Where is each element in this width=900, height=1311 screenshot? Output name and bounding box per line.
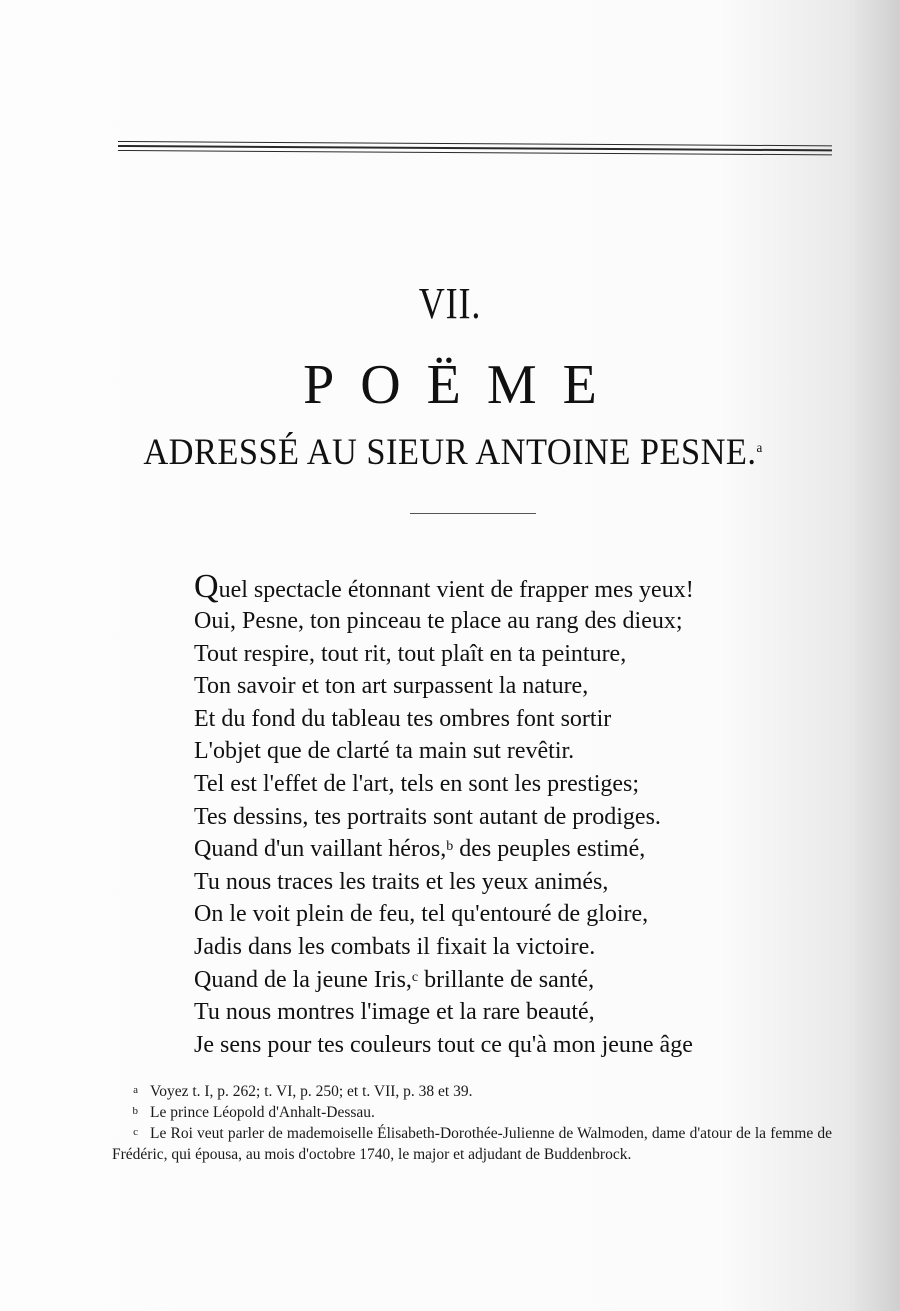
- footnote-marker: a: [133, 1084, 138, 1096]
- footnote: [112, 1123, 832, 1165]
- footnote-marker: b: [132, 1105, 138, 1117]
- page-subtitle: [118, 431, 788, 474]
- footnote-marker: c: [133, 1126, 138, 1138]
- section-numeral: VII.: [418, 279, 482, 328]
- footnote: [112, 1102, 832, 1123]
- poem-line: [194, 569, 814, 605]
- poem-line: Je sens pour tes couleurs tout ce qu'à mon jeune âge: [194, 1031, 693, 1058]
- footnote-marker: c: [411, 969, 419, 985]
- poem-line-text: Quand de la jeune Iris,: [194, 966, 412, 993]
- poem-line: Jadis dans les combats il fixait la victoire.: [194, 933, 596, 960]
- footnote-text: Le prince Léopold d'Anhalt-Dessau.: [150, 1104, 375, 1121]
- poem-line: Et du fond du tableau tes ombres font sortir: [194, 705, 612, 732]
- footnote-marker: b: [446, 839, 454, 855]
- poem-line: Tes dessins, tes portraits sont autant de prodiges.: [194, 803, 661, 830]
- footnote-text: Voyez t. I, p. 262; t. VI, p. 250; et t. VII, p. 38 et 39.: [150, 1083, 473, 1100]
- poem-body: [194, 569, 814, 1061]
- page-title: POËME: [303, 354, 623, 416]
- poem-line-text: brillante de santé,: [418, 966, 595, 993]
- footnote-marker: a: [756, 441, 763, 456]
- title-divider: [410, 513, 536, 514]
- header-rule: [118, 141, 832, 159]
- poem-line: On le voit plein de feu, tel qu'entouré de gloire,: [194, 901, 649, 928]
- drop-cap: Q: [194, 568, 219, 605]
- poem-line: Tout respire, tout rit, tout plaît en ta peinture,: [194, 640, 627, 667]
- rule-line: [118, 150, 832, 155]
- footnotes: [112, 1081, 832, 1165]
- poem-line: L'objet que de clarté ta main sut revêtir.: [194, 738, 575, 765]
- poem-line: Tu nous montres l'image et la rare beauté,: [194, 999, 595, 1026]
- poem-line-text: uel spectacle étonnant vient de frapper mes yeux!: [218, 577, 694, 603]
- poem-line: Oui, Pesne, ton pinceau te place au rang des dieux;: [194, 608, 683, 634]
- subtitle-text: ADRESSÉ AU SIEUR ANTOINE PESNE.: [143, 432, 757, 473]
- poem-line: Ton savoir et ton art surpassent la nature,: [194, 673, 589, 700]
- poem-line: Tu nous traces les traits et les yeux animés,: [194, 868, 609, 895]
- footnote-text: Le Roi veut parler de mademoiselle Élisabeth-Dorothée-Julienne de Walmoden, dame d'atour de la femme de Frédéric, qui épousa, au mois d'octobre 1740, le major et adjudant de Buddenbrock.: [112, 1125, 832, 1163]
- poem-line-text: Quand d'un vaillant héros,: [194, 836, 447, 863]
- poem-line-text: des peuples estimé,: [453, 836, 646, 863]
- poem-line: Tel est l'effet de l'art, tels en sont les prestiges;: [194, 770, 640, 797]
- footnote: [112, 1081, 832, 1102]
- poem-line: [194, 964, 814, 997]
- poem-line: [194, 833, 814, 866]
